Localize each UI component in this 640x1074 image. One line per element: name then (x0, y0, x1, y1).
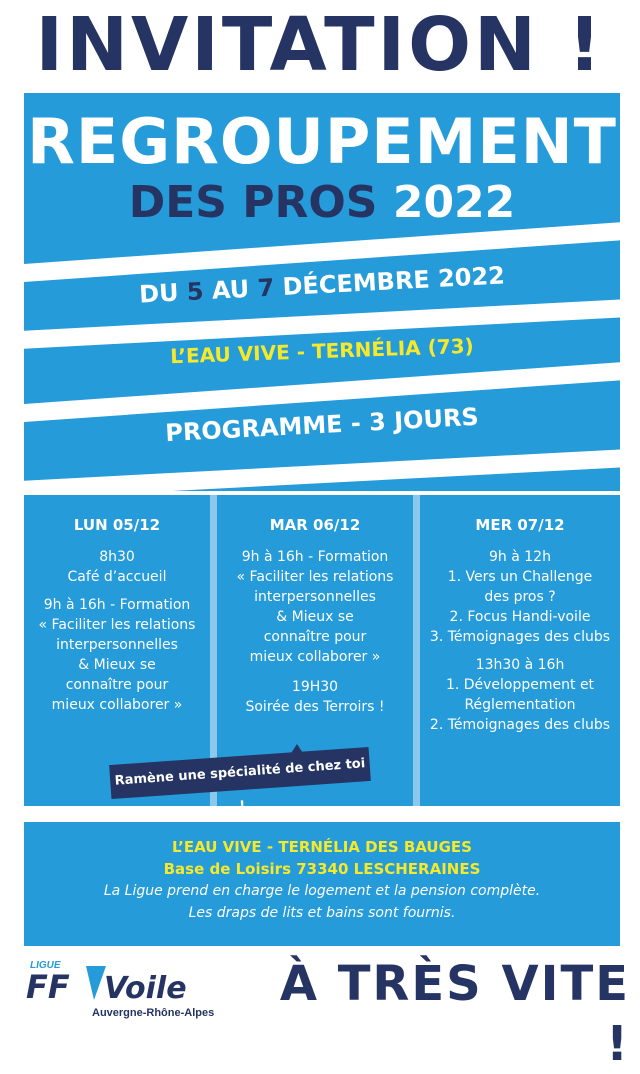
venue-line: L’EAU VIVE - TERNÉLIA (73) (169, 333, 475, 369)
hero-banner (24, 93, 620, 491)
venue-note-linen: Les draps de lits et bains sont fournis. (188, 905, 456, 921)
hero-title-year: 2022 (392, 177, 516, 228)
day-column-wednesday (420, 495, 620, 806)
hero-title-des-pros-text: DES PROS (128, 177, 378, 228)
schedule-block: 13h30 à 16h 1. Développement et Réglementation 2. Témoignages des clubs (429, 657, 611, 733)
venue-name: L’EAU VIVE - TERNÉLIA DES BAUGES (172, 838, 472, 856)
dates-prefix: DU (138, 278, 188, 309)
venue-info-box (24, 822, 620, 946)
ffvoile-logo-graphic (22, 952, 242, 1022)
schedule-block: 8h30 Café d’accueil (67, 549, 167, 585)
schedule-block: 19H30 Soirée des Terroirs ! (245, 679, 385, 715)
logo-ligue-text: LIGUE (30, 960, 61, 971)
logo-voile-text: Voile (104, 971, 187, 1006)
column-divider (413, 495, 420, 806)
venue-note-lodging: La Ligue prend en charge le logement et la pension complète. (103, 883, 541, 899)
day-heading: MAR 06/12 (269, 516, 361, 534)
dates-middle: AU (202, 274, 259, 306)
schedule-block: 9h à 12h 1. Vers un Challenge des pros ? 2. Focus Handi-voile 3. Témoignages des clubs (429, 549, 611, 645)
white-band (24, 448, 620, 491)
day-heading: LUN 05/12 (73, 516, 161, 534)
schedule-block: 9h à 16h - Formation « Faciliter les relations interpersonnelles & Mieux se connaître pour mieux collaborer » (38, 597, 196, 713)
dates-start-day: 5 (186, 277, 205, 307)
dates-end-day: 7 (256, 273, 275, 303)
hero-title-des-pros (24, 177, 620, 229)
hero-title-regroupement: REGROUPEMENT (27, 105, 617, 178)
logo-region-text: Auvergne-Rhône-Alpes (92, 1007, 215, 1019)
closing-title: À TRÈS VITE ! (279, 956, 630, 1072)
logo-ff-text: FF (26, 968, 70, 1006)
programme-line: PROGRAMME - 3 JOURS (164, 402, 480, 448)
ffvoile-logo (22, 952, 242, 1022)
sail-icon (86, 966, 106, 1000)
dates-suffix: DÉCEMBRE 2022 (273, 261, 506, 302)
venue-address: Base de Loisirs 73340 LESCHERAINES (163, 860, 481, 878)
day-heading: MER 07/12 (475, 516, 565, 534)
schedule-block: 9h à 16h - Formation « Faciliter les relations interpersonnelles & Mieux se connaître pour mieux collaborer » (236, 549, 394, 665)
speciality-callout: Ramène une spécialité de chez toi ! (109, 747, 371, 799)
invitation-title: INVITATION ! (35, 2, 605, 88)
